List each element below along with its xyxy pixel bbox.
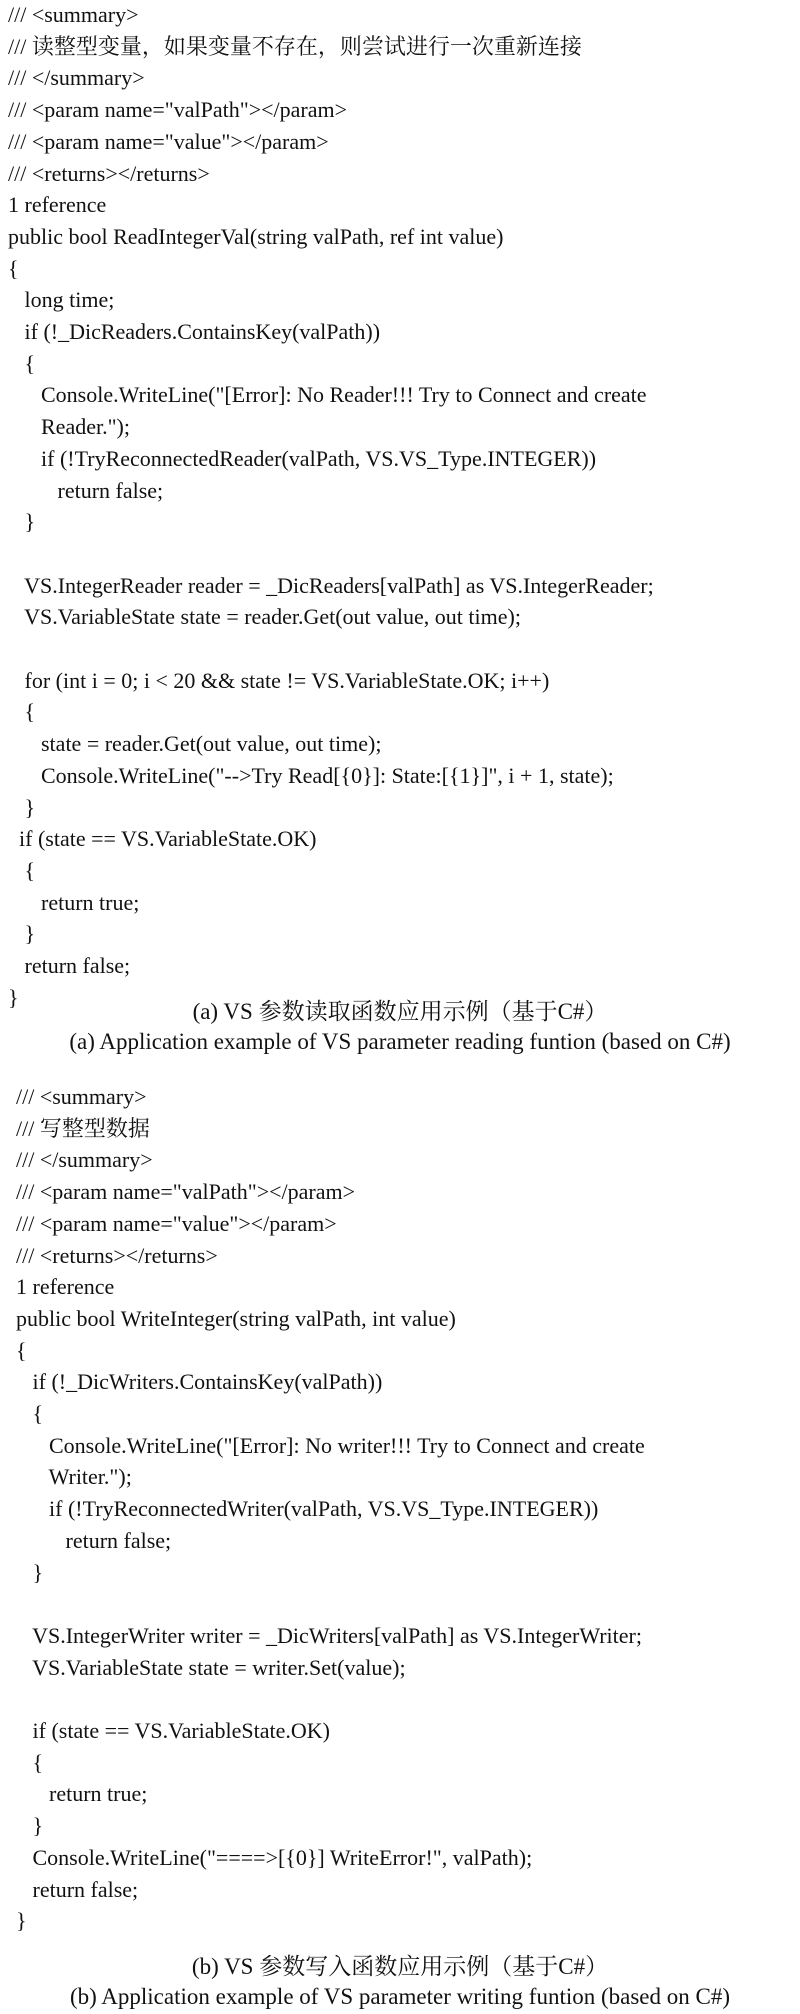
code-line: /// <returns></returns> bbox=[16, 1242, 218, 1268]
code-line: Reader."); bbox=[8, 414, 130, 440]
code-line: { bbox=[8, 350, 36, 376]
code-line: } bbox=[16, 1908, 27, 1934]
code-line: /// </summary> bbox=[16, 1147, 153, 1173]
code-line: long time; bbox=[8, 287, 115, 313]
code-line: { bbox=[8, 255, 19, 281]
code-line: { bbox=[16, 1337, 27, 1363]
code-line: { bbox=[8, 699, 36, 725]
code-line: { bbox=[16, 1401, 44, 1426]
code-line: /// <summary> bbox=[16, 1084, 147, 1109]
code-line: state = reader.Get(out value, out time); bbox=[8, 731, 382, 757]
code-line: /// <param name="value"></param> bbox=[8, 128, 329, 154]
code-line: 1 reference bbox=[8, 192, 107, 218]
code-line: public bool ReadIntegerVal(string valPath, ref int value) bbox=[8, 223, 504, 249]
code-line: VS.VariableState state = writer.Set(value); bbox=[16, 1654, 406, 1680]
caption-a-chinese: (a) VS 参数读取函数应用示例（基于C#） bbox=[192, 999, 608, 1024]
code-line: VS.IntegerReader reader = _DicReaders[valPath] as VS.IntegerReader; bbox=[8, 572, 654, 598]
code-line: return false; bbox=[8, 477, 164, 503]
code-line: /// <param name="valPath"></param> bbox=[8, 97, 348, 123]
code-line: } bbox=[16, 1559, 44, 1585]
code-line: public bool WriteInteger(string valPath, int value) bbox=[16, 1305, 456, 1331]
code-line: if (!_DicWriters.ContainsKey(valPath)) bbox=[16, 1369, 383, 1395]
code-line: return false; bbox=[16, 1876, 139, 1902]
caption-a-english: (a) Application example of VS parameter reading funtion (based on C#) bbox=[69, 1029, 731, 1054]
code-line: /// <returns></returns> bbox=[8, 160, 210, 186]
code-line: /// 读整型变量，如果变量不存在，则尝试进行一次重新连接 bbox=[8, 33, 582, 59]
code-line: if (state == VS.VariableState.OK) bbox=[8, 826, 317, 852]
code-line: { bbox=[16, 1749, 44, 1775]
code-line: Console.WriteLine("[Error]: No writer!!! Try to Connect and create bbox=[16, 1432, 645, 1458]
code-line: return true; bbox=[16, 1781, 148, 1807]
code-line: return false; bbox=[16, 1527, 172, 1553]
code-line: /// <param name="value"></param> bbox=[16, 1210, 337, 1236]
caption-b-chinese: (b) VS 参数写入函数应用示例（基于C#） bbox=[191, 1954, 609, 1979]
code-line: 1 reference bbox=[16, 1274, 115, 1300]
code-line: /// <param name="valPath"></param> bbox=[16, 1179, 356, 1205]
code-line: if (!TryReconnectedReader(valPath, VS.VS_Type.INTEGER)) bbox=[8, 445, 597, 471]
code-line: } bbox=[8, 921, 36, 947]
code-line: if (state == VS.VariableState.OK) bbox=[16, 1718, 331, 1743]
code-line: } bbox=[8, 984, 19, 1010]
code-line: VS.IntegerWriter writer = _DicWriters[valPath] as VS.IntegerWriter; bbox=[16, 1622, 642, 1648]
code-line: Console.WriteLine("-->Try Read[{0}]: State:[{1}]", i + 1, state); bbox=[8, 762, 614, 788]
code-line: return false; bbox=[8, 953, 131, 978]
code-line: { bbox=[8, 857, 36, 883]
code-line: Writer."); bbox=[16, 1464, 132, 1490]
code-line: } bbox=[8, 509, 36, 535]
code-line: return true; bbox=[8, 889, 140, 915]
code-line: VS.VariableState state = reader.Get(out value, out time); bbox=[8, 604, 521, 630]
caption-b-english: (b) Application example of VS parameter writing funtion (based on C#) bbox=[69, 1984, 731, 2009]
code-line: /// <summary> bbox=[8, 2, 139, 27]
code-line: /// </summary> bbox=[8, 65, 145, 91]
code-line: Console.WriteLine("[Error]: No Reader!!! Try to Connect and create bbox=[8, 382, 647, 408]
code-line: for (int i = 0; i < 20 && state != VS.VariableState.OK; i++) bbox=[8, 667, 550, 693]
code-line: if (!TryReconnectedWriter(valPath, VS.VS_Type.INTEGER)) bbox=[16, 1496, 599, 1522]
code-line: if (!_DicReaders.ContainsKey(valPath)) bbox=[8, 319, 381, 344]
code-line: Console.WriteLine("====>[{0}] WriteError!", valPath); bbox=[16, 1844, 533, 1870]
code-line: /// 写整型数据 bbox=[16, 1115, 150, 1141]
code-line: } bbox=[16, 1813, 44, 1839]
code-line: } bbox=[8, 794, 36, 820]
